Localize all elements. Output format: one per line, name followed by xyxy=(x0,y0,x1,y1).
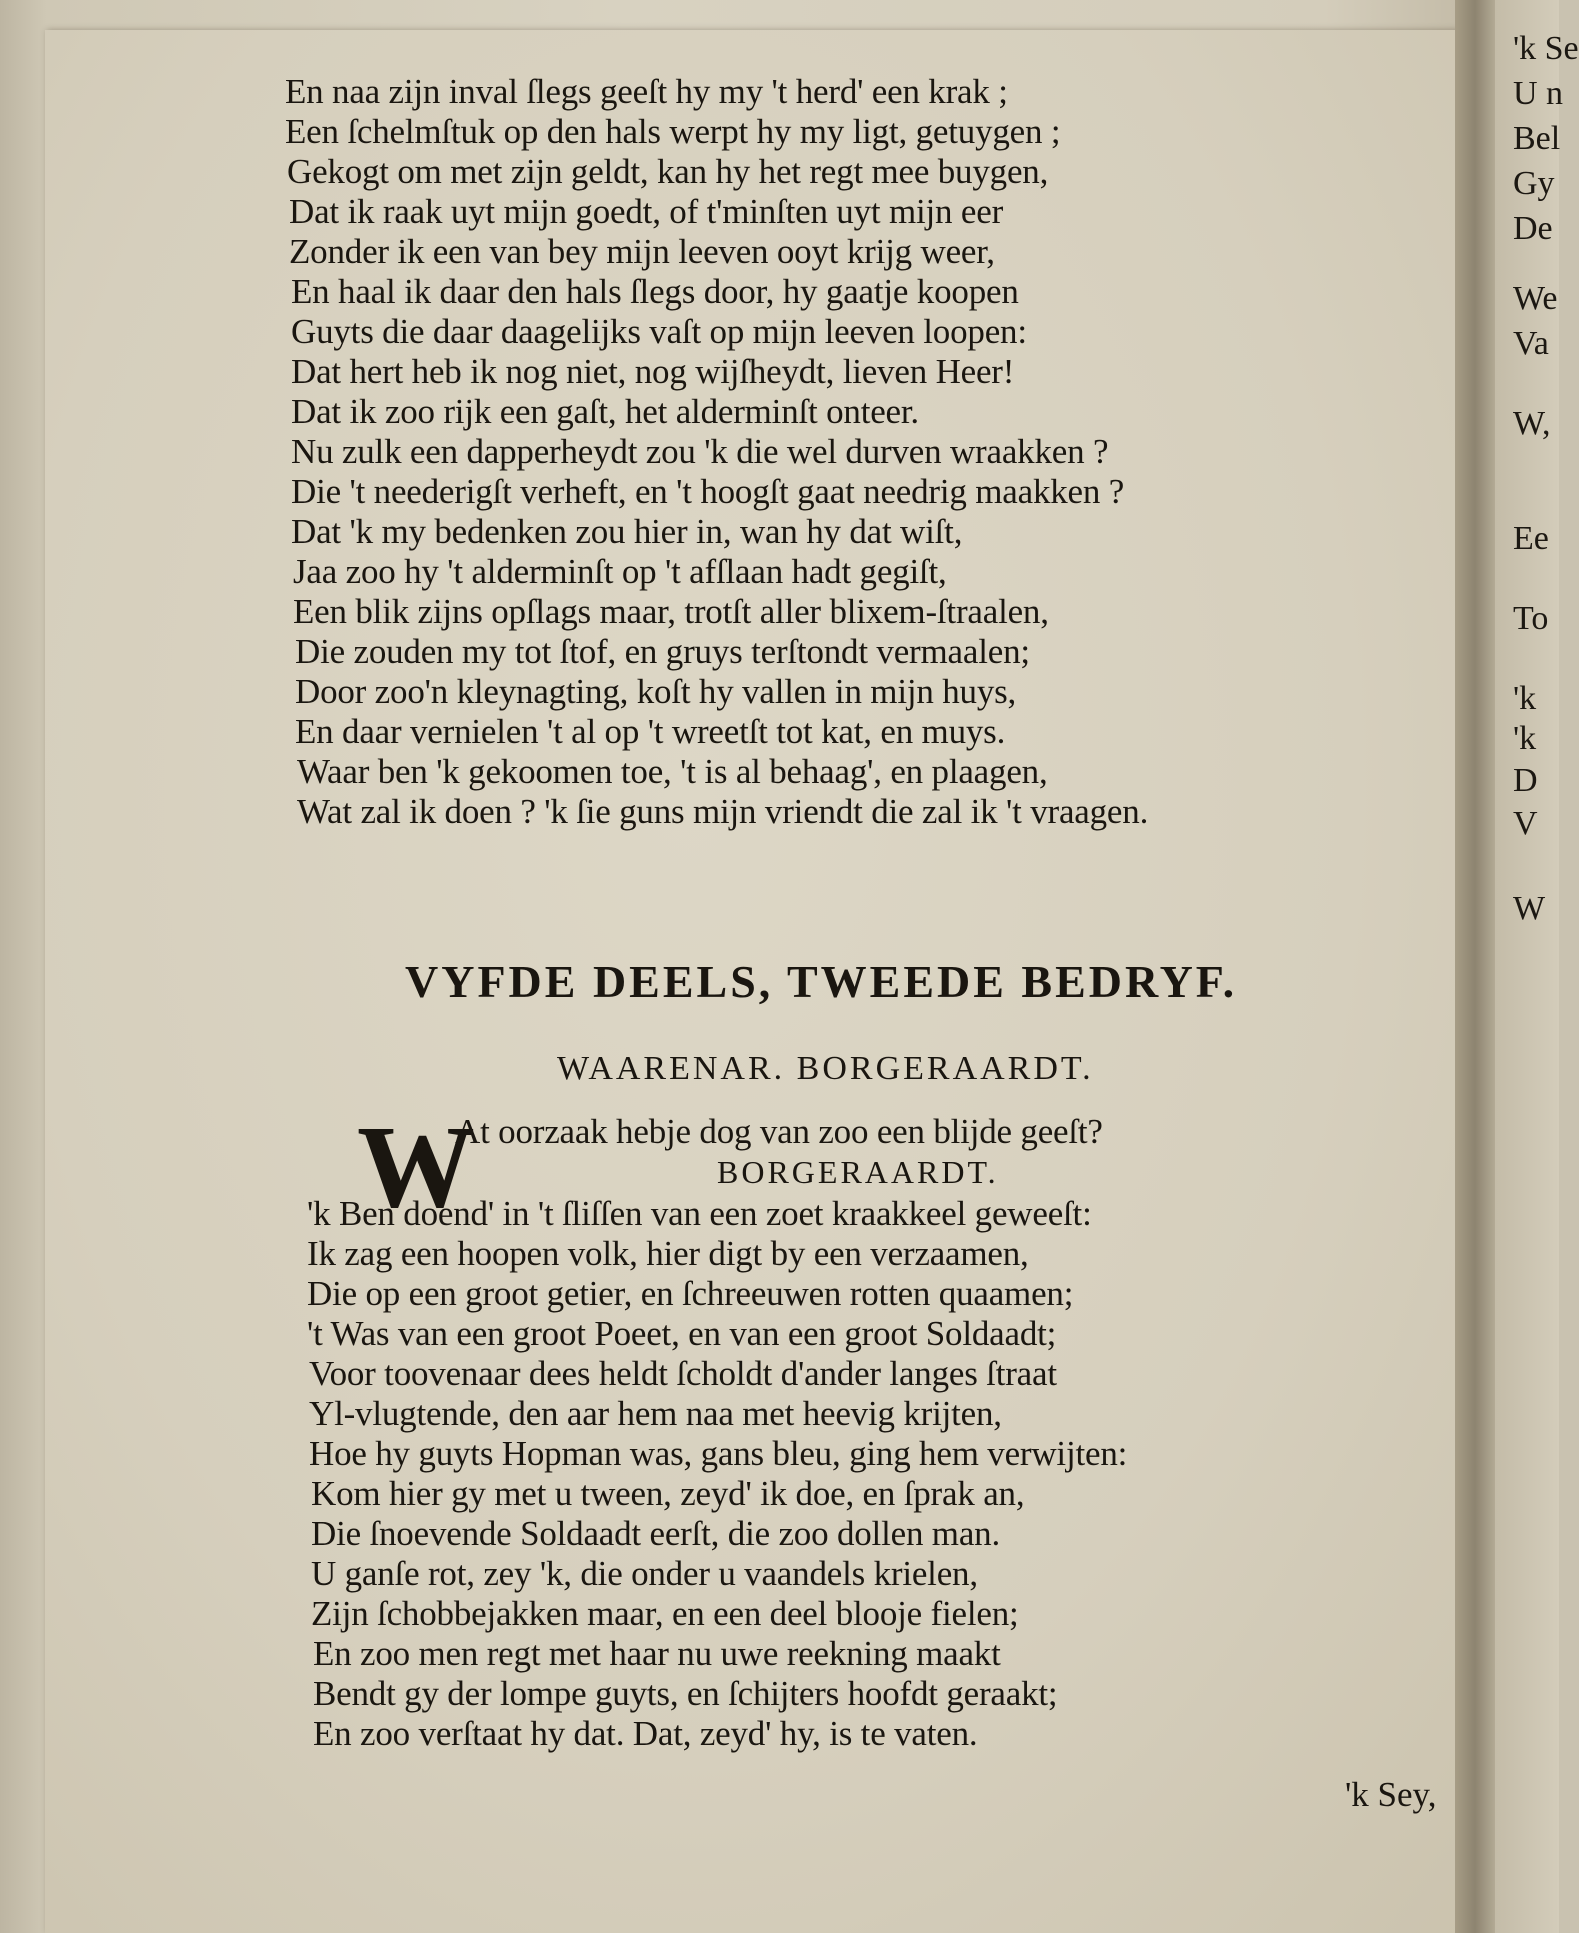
verse-line: Jaa zoo hy 't alderminſt op 't afſlaan hadt gegiſt, xyxy=(293,552,947,591)
verse-line: Ik zag een hoopen volk, hier digt by een verzaamen, xyxy=(307,1234,1029,1273)
adjacent-page-fragment: V xyxy=(1513,805,1538,842)
first-verse-line: At oorzaak hebje dog van zoo een blijde geeſt? xyxy=(455,1112,1103,1151)
verse-line: En zoo men regt met haar nu uwe reekning maakt xyxy=(313,1634,1001,1673)
verse-line: Een blik zijns opſlags maar, trotſt aller blixem-ſtraalen, xyxy=(293,592,1049,631)
verse-line: En zoo verſtaat hy dat. Dat, zeyd' hy, is te vaten. xyxy=(313,1714,978,1753)
verse-line: Dat 'k my bedenken zou hier in, wan hy dat wiſt, xyxy=(291,512,963,551)
adjacent-page-fragment: 'k xyxy=(1513,720,1537,757)
verse-line: Door zoo'n kleynagting, koſt hy vallen in mijn huys, xyxy=(295,672,1017,711)
adjacent-page-fragment: 'k xyxy=(1513,680,1537,717)
verse-line: En daar vernielen 't al op 't wreetſt tot kat, en muys. xyxy=(295,712,1006,751)
verse-line: U ganſe rot, zey 'k, die onder u vaandels krielen, xyxy=(311,1554,978,1593)
verse-line: Die zouden my tot ſtof, en gruys terſtondt vermaalen; xyxy=(295,632,1030,671)
verse-line: Die op een groot getier, en ſchreeuwen rotten quaamen; xyxy=(307,1274,1074,1313)
adjacent-page-fragment: Bel xyxy=(1513,120,1561,157)
adjacent-page-fragment: De xyxy=(1513,210,1553,247)
verse-line: En naa zijn inval ſlegs geeſt hy my 't herd' een krak ; xyxy=(285,72,1008,111)
verse-line: Guyts die daar daagelijks vaſt op mijn leeven loopen: xyxy=(291,312,1027,351)
act-heading: VYFDE DEELS, TWEEDE BEDRYF. xyxy=(405,956,1238,1007)
adjacent-page-fragment: D xyxy=(1513,762,1538,799)
verse-line: Die 't neederigſt verheft, en 't hoogſt gaat needrig maakken ? xyxy=(291,472,1125,511)
verse-line: Yl-vlugtende, den aar hem naa met heevig krijten, xyxy=(309,1394,1002,1433)
adjacent-page-fragment: To xyxy=(1513,600,1549,637)
catchword: 'k Sey, xyxy=(1345,1775,1437,1814)
verse-line: Wat zal ik doen ? 'k ſie guns mijn vriendt die zal ik 't vraagen. xyxy=(297,792,1149,831)
book-page xyxy=(45,30,1475,1933)
verse-line: Voor toovenaar dees heldt ſcholdt d'ander langes ſtraat xyxy=(309,1354,1057,1393)
verse-line: 't Was van een groot Poeet, en van een groot Soldaadt; xyxy=(307,1314,1057,1353)
adjacent-page-fragment: Ee xyxy=(1513,520,1549,557)
adjacent-page-fragment: U n xyxy=(1513,75,1564,112)
adjacent-page-fragment: W, xyxy=(1513,405,1551,442)
adjacent-page-fragment: Va xyxy=(1513,325,1549,362)
verse-line: Zijn ſchobbejakken maar, en een deel blooje fielen; xyxy=(311,1594,1019,1633)
adjacent-page-edge xyxy=(1495,0,1579,1933)
verse-line: Hoe hy guyts Hopman was, gans bleu, ging hem verwijten: xyxy=(309,1434,1128,1473)
verse-line: Dat ik zoo rijk een gaſt, het alderminſt onteer. xyxy=(291,392,919,431)
verse-line: 'k Ben doend' in 't ſliſſen van een zoet kraakkeel geweeſt: xyxy=(307,1194,1092,1233)
drop-capital: W xyxy=(357,1101,475,1232)
adjacent-page-fragment: 'k Se xyxy=(1513,30,1579,67)
verse-line: Dat hert heb ik nog niet, nog wijſheydt, lieven Heer! xyxy=(291,352,1015,391)
verse-line: Kom hier gy met u tween, zeyd' ik doe, en ſprak an, xyxy=(311,1474,1025,1513)
verse-line: Dat ik raak uyt mijn goedt, of t'minſten uyt mijn eer xyxy=(289,192,1004,231)
verse-line: Bendt gy der lompe guyts, en ſchijters hoofdt geraakt; xyxy=(313,1674,1058,1713)
verse-line: Die ſnoevende Soldaadt eerſt, die zoo dollen man. xyxy=(311,1514,1001,1553)
verse-line: Waar ben 'k gekoomen toe, 't is al behaag', en plaagen, xyxy=(297,752,1048,791)
verse-line: Gekogt om met zijn geldt, kan hy het regt mee buygen, xyxy=(287,152,1049,191)
adjacent-page-fragment: Gy xyxy=(1513,165,1555,202)
adjacent-page-fragment: W xyxy=(1513,890,1546,927)
verse-line: En haal ik daar den hals ſlegs door, hy gaatje koopen xyxy=(291,272,1019,311)
speaker-label: BORGERAARDT. xyxy=(717,1154,999,1190)
book-gutter xyxy=(1455,0,1495,1933)
verse-line: Een ſchelmſtuk op den hals werpt hy my ligt, getuygen ; xyxy=(285,112,1061,151)
verse-line: Zonder ik een van bey mijn leeven ooyt krijg weer, xyxy=(289,232,995,271)
verse-line: Nu zulk een dapperheydt zou 'k die wel durven wraakken ? xyxy=(291,432,1109,471)
adjacent-page-fragment: We xyxy=(1513,280,1558,317)
speaker-list: WAARENAR. BORGERAARDT. xyxy=(557,1050,1094,1087)
